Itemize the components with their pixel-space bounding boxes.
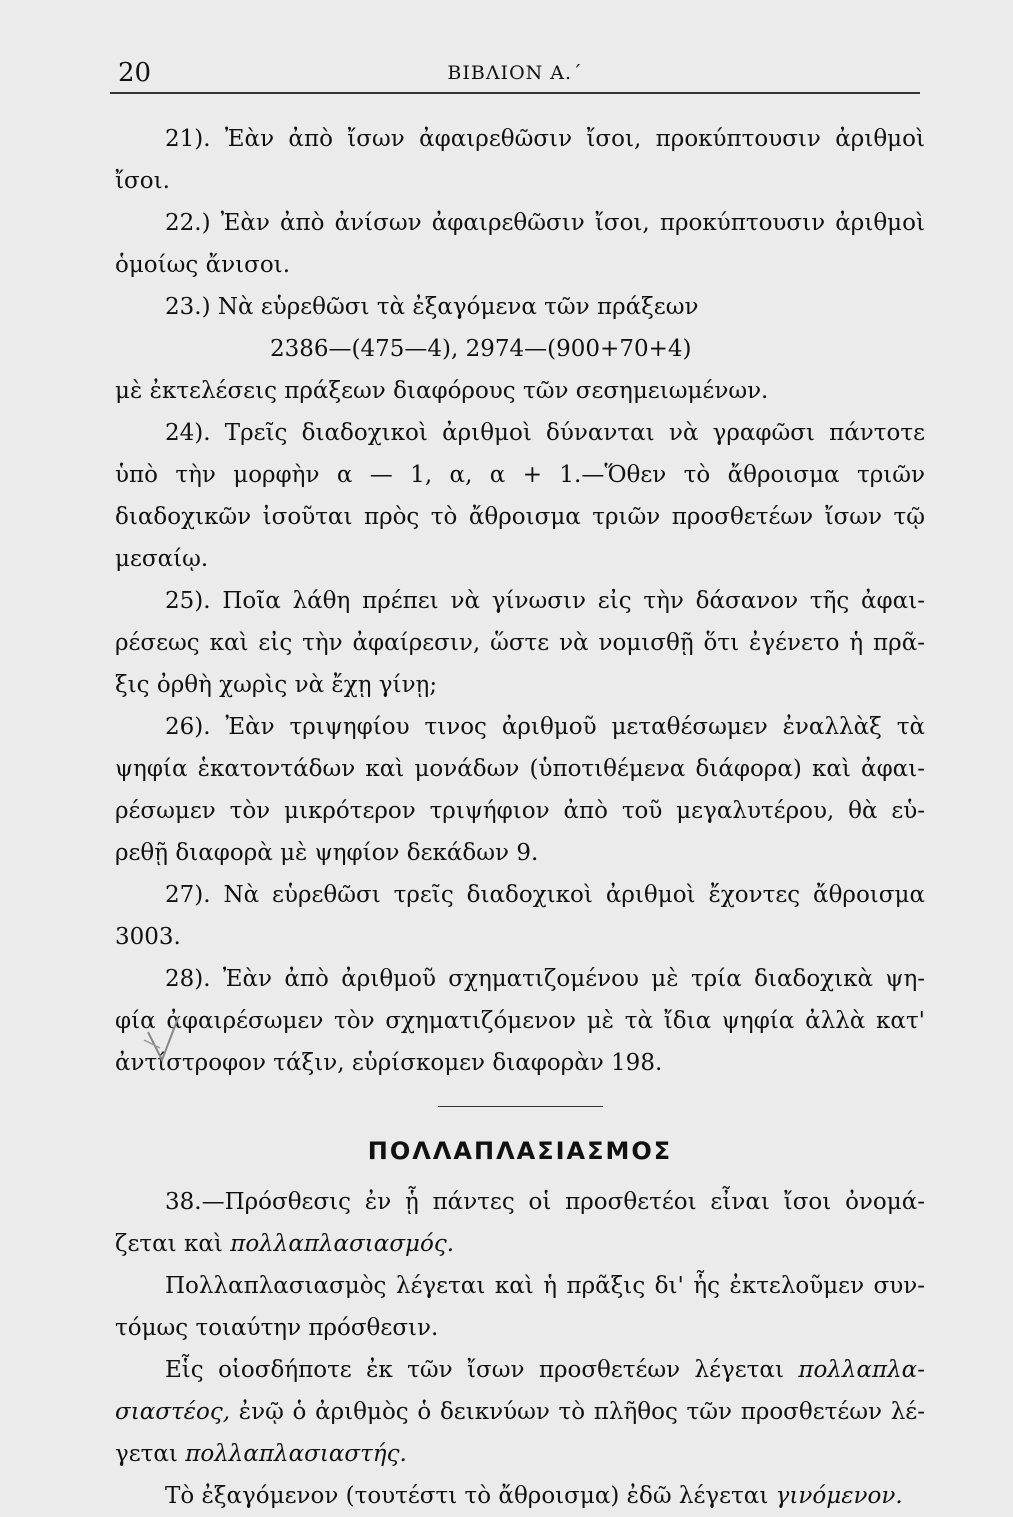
exercise-25-line-2: ρέσεως καὶ εἰς τὴν ἀφαίρεσιν, ὥστε νὰ νομισθῇ ὅτι ἐγένετο ἡ πρᾶ- bbox=[115, 630, 925, 656]
definition-38-text: ζεται καὶ bbox=[115, 1231, 231, 1257]
page-header bbox=[110, 58, 920, 90]
definition-3-line-2 bbox=[115, 1391, 925, 1433]
exercise-22-line-2: ὁμοίως ἄνισοι. bbox=[115, 252, 291, 278]
page-body bbox=[115, 118, 925, 1517]
exercise-26-line-3: ρέσωμεν τὸν μικρότερον τριψήφιον ἀπὸ τοῦ μεγαλυτέρου, θὰ εὑ- bbox=[115, 798, 925, 824]
section-title: ΠΟΛΛΑΠΛΑΣΙΑΣΜΟΣ bbox=[367, 1137, 673, 1165]
exercise-22-line-1: 22.) Ἐὰν ἀπὸ ἀνίσων ἀφαιρεθῶσιν ἴσοι, προκύπτουσιν ἀριθμοὶ bbox=[165, 210, 925, 236]
exercise-28-line-3: ἀντίστροφον τάξιν, εὑρίσκομεν διαφορὰν 198. bbox=[115, 1050, 663, 1076]
section-divider bbox=[438, 1106, 603, 1107]
running-head: ΒΙΒΛΙΟΝ Α.΄ bbox=[447, 62, 583, 84]
definition-38-line-1: 38.—Πρόσθεσις ἐν ᾗ πάντες οἱ προσθετέοι εἶναι ἴσοι ὀνομά- bbox=[165, 1189, 925, 1215]
exercise-27-line-1: 27). Νὰ εὑρεθῶσι τρεῖς διαδοχικοὶ ἀριθμοὶ ἔχοντες ἄθροισμα bbox=[165, 882, 925, 908]
definition-4-line-1 bbox=[115, 1475, 925, 1517]
exercise-21-line-2: ἴσοι. bbox=[115, 168, 170, 194]
exercise-28-line-1: 28). Ἐὰν ἀπὸ ἀριθμοῦ σχηματιζομένου μὲ τρία διαδοχικὰ ψη- bbox=[165, 966, 925, 992]
definition-3-text: Εἷς οἱοσδήποτε ἐκ τῶν ἴσων προσθετέων λέγεται bbox=[165, 1357, 799, 1383]
definition-3-line-1 bbox=[115, 1349, 925, 1391]
term-multiplicand-part-1: πολλαπλα- bbox=[798, 1357, 925, 1383]
header-rule bbox=[110, 92, 920, 94]
exercise-23-line-3: μὲ ἐκτελέσεις πράξεων διαφόρους τῶν σεσημειωμένων. bbox=[115, 378, 769, 404]
definition-38-line-2 bbox=[115, 1223, 925, 1265]
term-multiplier: πολλαπλασιαστής. bbox=[185, 1441, 407, 1467]
definition-2-line-2: τόμως τοιαύτην πρόσθεσιν. bbox=[115, 1315, 439, 1341]
exercise-23-line-1: 23.) Νὰ εὑρεθῶσι τὰ ἐξαγόμενα τῶν πράξεων bbox=[165, 294, 699, 320]
exercise-26-line-2: ψηφία ἑκατοντάδων καὶ μονάδων (ὑποτιθέμενα διάφορα) καὶ ἀφαι- bbox=[115, 756, 925, 782]
definition-3-line-3 bbox=[115, 1433, 925, 1475]
term-multiplication: πολλαπλασιασμός. bbox=[230, 1231, 455, 1257]
exercise-24-line-1: 24). Τρεῖς διαδοχικοὶ ἀριθμοὶ δύνανται νὰ γραφῶσι πάντοτε bbox=[165, 420, 925, 446]
term-product: γινόμενον. bbox=[775, 1483, 903, 1509]
exercise-25-line-1: 25). Ποῖα λάθη πρέπει νὰ γίνωσιν εἰς τὴν δάσανον τῆς ἀφαι- bbox=[165, 588, 925, 614]
exercise-23-formula: 2386—(475—4), 2974—(900+70+4) bbox=[270, 336, 692, 362]
definition-2-line-1: Πολλαπλασιασμὸς λέγεται καὶ ἡ πρᾶξις δι' ἧς ἐκτελοῦμεν συν- bbox=[165, 1273, 925, 1299]
checkmark-icon bbox=[140, 1010, 190, 1070]
exercise-24-line-4: μεσαίῳ. bbox=[115, 546, 209, 572]
exercise-26-line-4: ρεθῇ διαφορὰ μὲ ψηφίον δεκάδων 9. bbox=[115, 840, 539, 866]
definition-4-text: Τὸ ἐξαγόμενον (τουτέστι τὸ ἄθροισμα) ἐδῶ λέγεται bbox=[165, 1483, 776, 1509]
definition-3-text-2: ἐνῷ ὁ ἀριθμὸς ὁ δεικνύων τὸ πλῆθος τῶν προσθετέων λέ- bbox=[230, 1399, 925, 1425]
exercise-26-line-1: 26). Ἐὰν τριψηφίου τινος ἀριθμοῦ μεταθέσωμεν ἐναλλὰξ τὰ bbox=[165, 714, 925, 740]
exercise-28-line-2: φία ἀφαιρέσωμεν τὸν σχηματιζόμενον μὲ τὰ ἴδια ψηφία ἀλλὰ κατ' bbox=[115, 1008, 925, 1034]
term-multiplicand-part-2: σιαστέος, bbox=[115, 1399, 231, 1425]
exercise-27-line-2: 3003. bbox=[115, 924, 181, 950]
exercise-24-line-3: διαδοχικῶν ἰσοῦται πρὸς τὸ ἄθροισμα τριῶν προσθετέων ἴσων τῷ bbox=[115, 504, 925, 530]
exercise-25-line-3: ξις ὀρθὴ χωρὶς νὰ ἔχῃ γίνῃ; bbox=[115, 672, 438, 698]
exercise-21-line-1: 21). Ἐὰν ἀπὸ ἴσων ἀφαιρεθῶσιν ἴσοι, προκύπτουσιν ἀριθμοὶ bbox=[165, 126, 925, 152]
page-number: 20 bbox=[118, 58, 152, 88]
definition-3-text-3: γεται bbox=[115, 1441, 186, 1467]
exercise-24-line-2: ὑπὸ τὴν μορφὴν α — 1, α, α + 1.—Ὅθεν τὸ ἄθροισμα τριῶν bbox=[115, 462, 925, 488]
